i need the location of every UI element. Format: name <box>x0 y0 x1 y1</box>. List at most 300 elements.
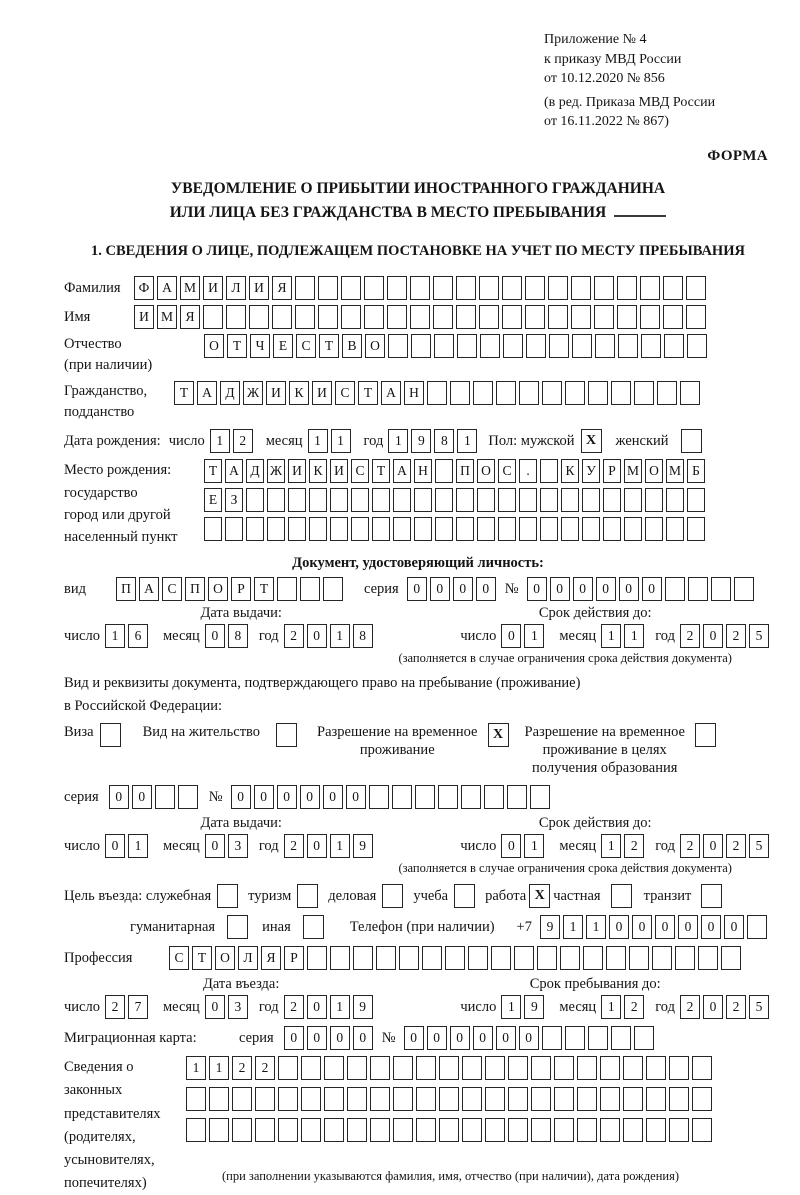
char-box[interactable]: 0 <box>519 1026 539 1050</box>
char-box[interactable]: 2 <box>624 995 644 1019</box>
char-box[interactable] <box>641 334 661 358</box>
char-box[interactable] <box>295 305 315 329</box>
char-box[interactable]: А <box>139 577 159 601</box>
char-box[interactable]: 2 <box>680 624 700 648</box>
visa-checkbox[interactable] <box>100 723 121 747</box>
char-box[interactable]: 0 <box>453 577 473 601</box>
char-box[interactable] <box>485 1118 505 1142</box>
char-box[interactable]: О <box>215 946 235 970</box>
char-box[interactable] <box>565 381 585 405</box>
char-box[interactable] <box>456 305 476 329</box>
char-box[interactable]: 0 <box>496 1026 516 1050</box>
char-box[interactable]: А <box>157 276 177 300</box>
purpose-other-checkbox[interactable] <box>303 915 324 939</box>
char-box[interactable]: 5 <box>749 624 769 648</box>
char-box[interactable]: Т <box>192 946 212 970</box>
char-box[interactable]: Т <box>204 459 222 483</box>
char-box[interactable]: И <box>203 276 223 300</box>
char-box[interactable]: Р <box>603 459 621 483</box>
char-box[interactable]: 0 <box>109 785 129 809</box>
char-box[interactable]: 0 <box>550 577 570 601</box>
char-box[interactable] <box>439 1056 459 1080</box>
char-box[interactable]: 0 <box>609 915 629 939</box>
purpose-work-checkbox[interactable]: X <box>529 884 550 908</box>
char-box[interactable] <box>645 488 663 512</box>
char-box[interactable] <box>324 1056 344 1080</box>
purpose-business-checkbox[interactable] <box>382 884 403 908</box>
char-box[interactable]: Е <box>273 334 293 358</box>
char-box[interactable] <box>519 488 537 512</box>
char-box[interactable]: А <box>225 459 243 483</box>
char-box[interactable]: 9 <box>353 834 373 858</box>
char-box[interactable]: А <box>381 381 401 405</box>
char-box[interactable] <box>554 1056 574 1080</box>
char-box[interactable] <box>540 488 558 512</box>
char-box[interactable] <box>456 517 474 541</box>
char-box[interactable] <box>537 946 557 970</box>
char-box[interactable]: 1 <box>128 834 148 858</box>
char-box[interactable] <box>595 334 615 358</box>
char-box[interactable] <box>295 276 315 300</box>
char-box[interactable] <box>640 305 660 329</box>
char-box[interactable] <box>623 1056 643 1080</box>
char-box[interactable]: 0 <box>205 995 225 1019</box>
char-box[interactable] <box>372 488 390 512</box>
char-box[interactable] <box>747 915 767 939</box>
char-box[interactable] <box>484 785 504 809</box>
char-box[interactable] <box>462 1056 482 1080</box>
char-box[interactable]: И <box>312 381 332 405</box>
char-box[interactable] <box>479 276 499 300</box>
char-box[interactable] <box>392 785 412 809</box>
char-box[interactable] <box>540 517 558 541</box>
char-box[interactable] <box>526 334 546 358</box>
char-box[interactable] <box>617 305 637 329</box>
char-box[interactable]: Т <box>227 334 247 358</box>
char-box[interactable]: О <box>477 459 495 483</box>
char-box[interactable] <box>485 1087 505 1111</box>
char-box[interactable]: 1 <box>105 624 125 648</box>
char-box[interactable]: Б <box>687 459 705 483</box>
char-box[interactable] <box>462 1087 482 1111</box>
char-box[interactable]: 2 <box>726 995 746 1019</box>
char-box[interactable]: 0 <box>596 577 616 601</box>
char-box[interactable] <box>416 1056 436 1080</box>
char-box[interactable] <box>433 305 453 329</box>
char-box[interactable] <box>473 381 493 405</box>
char-box[interactable]: 0 <box>642 577 662 601</box>
char-box[interactable] <box>549 334 569 358</box>
char-box[interactable] <box>411 334 431 358</box>
char-box[interactable]: 0 <box>619 577 639 601</box>
char-box[interactable] <box>353 946 373 970</box>
char-box[interactable]: А <box>393 459 411 483</box>
char-box[interactable]: О <box>645 459 663 483</box>
char-box[interactable] <box>364 276 384 300</box>
char-box[interactable]: 0 <box>254 785 274 809</box>
char-box[interactable] <box>652 946 672 970</box>
char-box[interactable]: 1 <box>563 915 583 939</box>
char-box[interactable] <box>508 1118 528 1142</box>
purpose-service-checkbox[interactable] <box>217 884 238 908</box>
char-box[interactable]: Т <box>174 381 194 405</box>
char-box[interactable] <box>711 577 731 601</box>
char-box[interactable]: К <box>309 459 327 483</box>
char-box[interactable] <box>634 1026 654 1050</box>
char-box[interactable] <box>341 276 361 300</box>
char-box[interactable]: 1 <box>186 1056 206 1080</box>
char-box[interactable]: 2 <box>284 834 304 858</box>
temp-permit-checkbox[interactable]: X <box>488 723 509 747</box>
char-box[interactable]: К <box>289 381 309 405</box>
char-box[interactable] <box>324 1118 344 1142</box>
char-box[interactable] <box>278 1118 298 1142</box>
char-box[interactable]: Л <box>238 946 258 970</box>
char-box[interactable]: Р <box>231 577 251 601</box>
char-box[interactable] <box>594 305 614 329</box>
char-box[interactable]: . <box>519 459 537 483</box>
char-box[interactable] <box>623 1118 643 1142</box>
char-box[interactable]: 2 <box>726 624 746 648</box>
char-box[interactable] <box>288 517 306 541</box>
char-box[interactable] <box>330 488 348 512</box>
char-box[interactable] <box>301 1056 321 1080</box>
char-box[interactable] <box>646 1056 666 1080</box>
char-box[interactable] <box>445 946 465 970</box>
char-box[interactable] <box>249 305 269 329</box>
char-box[interactable]: 9 <box>353 995 373 1019</box>
char-box[interactable]: 2 <box>680 834 700 858</box>
char-box[interactable]: 9 <box>540 915 560 939</box>
char-box[interactable]: 5 <box>749 834 769 858</box>
char-box[interactable]: 8 <box>353 624 373 648</box>
char-box[interactable] <box>387 276 407 300</box>
char-box[interactable] <box>600 1087 620 1111</box>
char-box[interactable]: 8 <box>228 624 248 648</box>
char-box[interactable]: 0 <box>501 834 521 858</box>
char-box[interactable]: 9 <box>524 995 544 1019</box>
char-box[interactable]: 2 <box>105 995 125 1019</box>
char-box[interactable] <box>721 946 741 970</box>
char-box[interactable] <box>561 517 579 541</box>
char-box[interactable]: Р <box>284 946 304 970</box>
char-box[interactable]: С <box>169 946 189 970</box>
char-box[interactable]: И <box>249 276 269 300</box>
char-box[interactable] <box>577 1056 597 1080</box>
char-box[interactable]: 0 <box>231 785 251 809</box>
char-box[interactable] <box>186 1087 206 1111</box>
char-box[interactable]: 3 <box>228 834 248 858</box>
char-box[interactable] <box>309 517 327 541</box>
char-box[interactable] <box>496 381 516 405</box>
char-box[interactable] <box>531 1118 551 1142</box>
char-box[interactable]: Т <box>319 334 339 358</box>
char-box[interactable] <box>209 1087 229 1111</box>
char-box[interactable] <box>669 1056 689 1080</box>
char-box[interactable]: 1 <box>388 429 408 453</box>
char-box[interactable]: П <box>185 577 205 601</box>
char-box[interactable]: Л <box>226 276 246 300</box>
char-box[interactable]: 1 <box>624 624 644 648</box>
char-box[interactable]: С <box>335 381 355 405</box>
char-box[interactable]: 2 <box>232 1056 252 1080</box>
char-box[interactable] <box>646 1118 666 1142</box>
char-box[interactable] <box>479 305 499 329</box>
char-box[interactable]: 0 <box>284 1026 304 1050</box>
char-box[interactable] <box>692 1056 712 1080</box>
char-box[interactable] <box>669 1087 689 1111</box>
char-box[interactable] <box>415 785 435 809</box>
char-box[interactable] <box>155 785 175 809</box>
char-box[interactable]: 5 <box>749 995 769 1019</box>
char-box[interactable] <box>686 305 706 329</box>
purpose-transit-checkbox[interactable] <box>701 884 722 908</box>
char-box[interactable] <box>435 459 453 483</box>
char-box[interactable] <box>542 1026 562 1050</box>
char-box[interactable] <box>393 488 411 512</box>
char-box[interactable]: 0 <box>527 577 547 601</box>
char-box[interactable] <box>456 276 476 300</box>
char-box[interactable] <box>548 276 568 300</box>
char-box[interactable] <box>225 517 243 541</box>
char-box[interactable]: 0 <box>353 1026 373 1050</box>
char-box[interactable] <box>272 305 292 329</box>
char-box[interactable] <box>611 381 631 405</box>
char-box[interactable] <box>675 946 695 970</box>
char-box[interactable] <box>686 276 706 300</box>
char-box[interactable] <box>571 276 591 300</box>
char-box[interactable] <box>393 1056 413 1080</box>
char-box[interactable] <box>301 1118 321 1142</box>
residence-permit-checkbox[interactable] <box>276 723 297 747</box>
char-box[interactable] <box>571 305 591 329</box>
char-box[interactable]: С <box>351 459 369 483</box>
char-box[interactable]: 1 <box>330 834 350 858</box>
char-box[interactable] <box>669 1118 689 1142</box>
char-box[interactable]: 0 <box>501 624 521 648</box>
char-box[interactable] <box>435 488 453 512</box>
char-box[interactable] <box>734 577 754 601</box>
char-box[interactable]: 0 <box>632 915 652 939</box>
char-box[interactable] <box>687 488 705 512</box>
char-box[interactable]: Я <box>272 276 292 300</box>
char-box[interactable] <box>485 1056 505 1080</box>
char-box[interactable]: 9 <box>411 429 431 453</box>
char-box[interactable]: А <box>197 381 217 405</box>
char-box[interactable] <box>393 1087 413 1111</box>
char-box[interactable]: Д <box>220 381 240 405</box>
char-box[interactable] <box>370 1056 390 1080</box>
char-box[interactable] <box>318 276 338 300</box>
char-box[interactable]: 1 <box>457 429 477 453</box>
char-box[interactable] <box>347 1056 367 1080</box>
char-box[interactable] <box>461 785 481 809</box>
char-box[interactable] <box>640 276 660 300</box>
char-box[interactable] <box>514 946 534 970</box>
char-box[interactable] <box>664 334 684 358</box>
char-box[interactable] <box>583 946 603 970</box>
char-box[interactable]: 0 <box>323 785 343 809</box>
char-box[interactable] <box>582 517 600 541</box>
char-box[interactable]: Н <box>414 459 432 483</box>
char-box[interactable] <box>438 785 458 809</box>
char-box[interactable]: 1 <box>601 995 621 1019</box>
char-box[interactable] <box>530 785 550 809</box>
char-box[interactable]: О <box>365 334 385 358</box>
char-box[interactable] <box>372 517 390 541</box>
char-box[interactable] <box>376 946 396 970</box>
char-box[interactable] <box>232 1087 252 1111</box>
char-box[interactable] <box>606 946 626 970</box>
char-box[interactable] <box>232 1118 252 1142</box>
char-box[interactable]: 0 <box>476 577 496 601</box>
char-box[interactable]: И <box>134 305 154 329</box>
char-box[interactable] <box>629 946 649 970</box>
char-box[interactable] <box>364 305 384 329</box>
char-box[interactable] <box>498 517 516 541</box>
char-box[interactable] <box>309 488 327 512</box>
char-box[interactable] <box>577 1087 597 1111</box>
char-box[interactable]: 1 <box>501 995 521 1019</box>
char-box[interactable] <box>209 1118 229 1142</box>
char-box[interactable]: 7 <box>128 995 148 1019</box>
char-box[interactable] <box>646 1087 666 1111</box>
char-box[interactable]: 0 <box>473 1026 493 1050</box>
char-box[interactable] <box>351 488 369 512</box>
char-box[interactable]: 0 <box>450 1026 470 1050</box>
char-box[interactable]: 0 <box>655 915 675 939</box>
char-box[interactable] <box>666 488 684 512</box>
purpose-humanitarian-checkbox[interactable] <box>227 915 248 939</box>
char-box[interactable]: 1 <box>524 624 544 648</box>
char-box[interactable] <box>603 517 621 541</box>
char-box[interactable] <box>480 334 500 358</box>
char-box[interactable]: М <box>157 305 177 329</box>
char-box[interactable] <box>427 381 447 405</box>
char-box[interactable] <box>318 305 338 329</box>
char-box[interactable] <box>665 577 685 601</box>
char-box[interactable] <box>617 276 637 300</box>
char-box[interactable] <box>525 276 545 300</box>
char-box[interactable]: М <box>180 276 200 300</box>
char-box[interactable] <box>624 517 642 541</box>
char-box[interactable]: 1 <box>330 624 350 648</box>
char-box[interactable]: 0 <box>330 1026 350 1050</box>
char-box[interactable] <box>531 1056 551 1080</box>
char-box[interactable] <box>508 1087 528 1111</box>
char-box[interactable] <box>393 1118 413 1142</box>
char-box[interactable] <box>347 1087 367 1111</box>
char-box[interactable]: Т <box>372 459 390 483</box>
char-box[interactable] <box>324 1087 344 1111</box>
char-box[interactable]: С <box>498 459 516 483</box>
char-box[interactable] <box>554 1087 574 1111</box>
char-box[interactable] <box>540 459 558 483</box>
char-box[interactable] <box>687 517 705 541</box>
char-box[interactable]: Ж <box>243 381 263 405</box>
char-box[interactable] <box>278 1056 298 1080</box>
char-box[interactable] <box>498 488 516 512</box>
char-box[interactable] <box>519 517 537 541</box>
char-box[interactable]: 0 <box>105 834 125 858</box>
char-box[interactable]: И <box>330 459 348 483</box>
char-box[interactable] <box>388 334 408 358</box>
char-box[interactable]: 6 <box>128 624 148 648</box>
char-box[interactable]: 1 <box>586 915 606 939</box>
purpose-tourism-checkbox[interactable] <box>297 884 318 908</box>
char-box[interactable] <box>422 946 442 970</box>
char-box[interactable] <box>687 334 707 358</box>
char-box[interactable]: З <box>225 488 243 512</box>
char-box[interactable] <box>439 1118 459 1142</box>
char-box[interactable] <box>433 276 453 300</box>
sex-female-checkbox[interactable] <box>681 429 702 453</box>
char-box[interactable] <box>666 517 684 541</box>
char-box[interactable]: 0 <box>701 915 721 939</box>
char-box[interactable] <box>416 1118 436 1142</box>
char-box[interactable]: 2 <box>624 834 644 858</box>
char-box[interactable]: 1 <box>330 995 350 1019</box>
char-box[interactable] <box>267 517 285 541</box>
char-box[interactable] <box>323 577 343 601</box>
char-box[interactable] <box>416 1087 436 1111</box>
char-box[interactable] <box>255 1087 275 1111</box>
char-box[interactable]: 0 <box>703 995 723 1019</box>
char-box[interactable] <box>301 1087 321 1111</box>
char-box[interactable] <box>698 946 718 970</box>
char-box[interactable] <box>369 785 389 809</box>
char-box[interactable] <box>663 305 683 329</box>
char-box[interactable] <box>226 305 246 329</box>
char-box[interactable] <box>410 305 430 329</box>
char-box[interactable] <box>588 381 608 405</box>
char-box[interactable] <box>657 381 677 405</box>
char-box[interactable] <box>594 276 614 300</box>
char-box[interactable] <box>618 334 638 358</box>
temp-permit-edu-checkbox[interactable] <box>695 723 716 747</box>
char-box[interactable]: 0 <box>427 1026 447 1050</box>
char-box[interactable]: И <box>288 459 306 483</box>
char-box[interactable]: Т <box>358 381 378 405</box>
char-box[interactable] <box>561 488 579 512</box>
char-box[interactable] <box>507 785 527 809</box>
char-box[interactable]: 0 <box>724 915 744 939</box>
char-box[interactable]: 1 <box>209 1056 229 1080</box>
char-box[interactable]: 8 <box>434 429 454 453</box>
char-box[interactable] <box>351 517 369 541</box>
char-box[interactable] <box>204 517 222 541</box>
char-box[interactable] <box>519 381 539 405</box>
char-box[interactable]: 1 <box>331 429 351 453</box>
char-box[interactable]: К <box>561 459 579 483</box>
char-box[interactable] <box>277 577 297 601</box>
char-box[interactable] <box>600 1056 620 1080</box>
char-box[interactable] <box>634 381 654 405</box>
char-box[interactable] <box>588 1026 608 1050</box>
char-box[interactable] <box>503 334 523 358</box>
char-box[interactable] <box>548 305 568 329</box>
char-box[interactable]: 0 <box>678 915 698 939</box>
char-box[interactable]: 2 <box>255 1056 275 1080</box>
char-box[interactable] <box>663 276 683 300</box>
char-box[interactable] <box>477 488 495 512</box>
char-box[interactable] <box>542 381 562 405</box>
char-box[interactable]: 2 <box>284 624 304 648</box>
char-box[interactable]: Н <box>404 381 424 405</box>
char-box[interactable] <box>450 381 470 405</box>
char-box[interactable]: 0 <box>307 995 327 1019</box>
char-box[interactable] <box>457 334 477 358</box>
